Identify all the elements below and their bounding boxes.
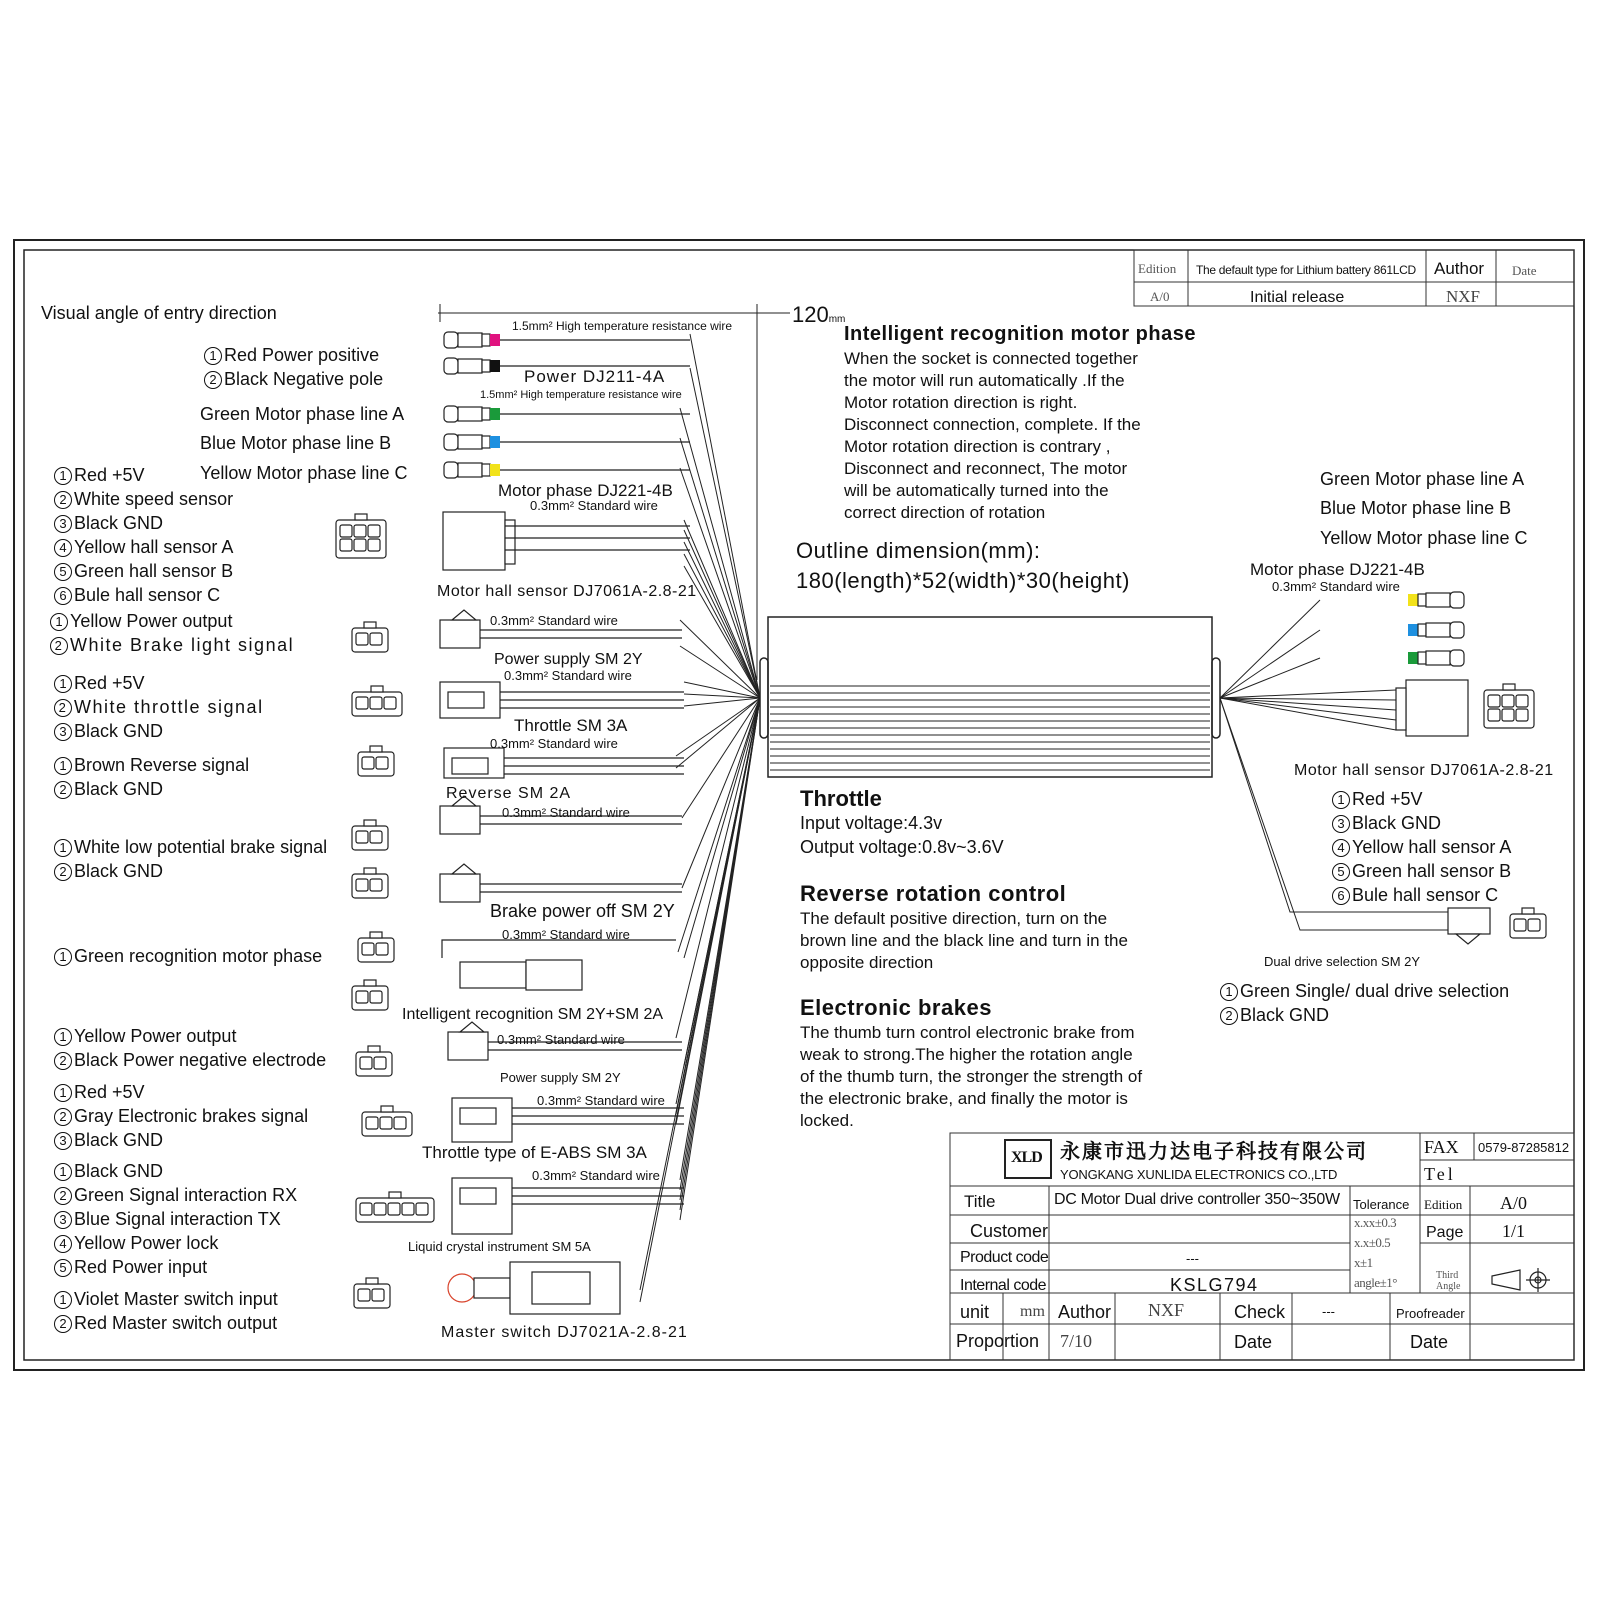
outline-value: 180(length)*52(width)*30(height) — [796, 568, 1130, 593]
company-name-cn: 永康市迅力达电子科技有限公司 — [1060, 1141, 1368, 1163]
eabs-pin-1: 1 Red +5V — [54, 1083, 145, 1102]
right-phase-c: Yellow Motor phase line C — [1320, 528, 1528, 548]
recognition-line-7: will be automatically turned into the — [844, 481, 1109, 500]
hall-pin-3: 3 Black GND — [54, 514, 163, 533]
hall-pin-5: 5 Green hall sensor B — [54, 562, 233, 581]
recognition-plug — [442, 940, 676, 990]
wire — [684, 542, 760, 698]
wire — [678, 698, 760, 952]
throttle-output: Output voltage:0.8v~3.6V — [800, 837, 1004, 857]
power-pin-2: 2 Black Negative pole — [204, 370, 383, 389]
master-pinout-icon — [354, 1278, 390, 1308]
heatsink-fins — [770, 686, 1210, 770]
psu-pin-2: 2 White Brake light signal — [50, 636, 294, 655]
customer-label: Customer — [970, 1221, 1049, 1241]
recognition-line-5: Motor rotation direction is contrary , — [844, 437, 1111, 456]
company-logo: XLD — [1011, 1149, 1042, 1166]
third-angle-label: Third Angle — [1436, 1270, 1461, 1292]
outline-title: Outline dimension(mm): — [796, 538, 1041, 563]
phase-b-plug — [444, 434, 690, 450]
reverse-pin-1: 1 Brown Reverse signal — [54, 756, 249, 775]
brakes-line-3: of the thumb turn, the stronger the strength of — [800, 1067, 1143, 1086]
power-positive-plug — [444, 332, 690, 348]
lcd-pin-4: 4 Yellow Power lock — [54, 1234, 218, 1253]
reverse-connector-label: Reverse SM 2A — [446, 785, 572, 802]
tel-label: Tel — [1424, 1164, 1456, 1184]
wire — [680, 408, 760, 698]
hall-pin-6: 6 Bule hall sensor C — [54, 586, 220, 605]
dual-drive-plug — [1448, 908, 1490, 944]
right-wire-spec: 0.3mm² Standard wire — [1272, 579, 1400, 594]
company-name-en: YONGKANG XUNLIDA ELECTRONICS CO.,LTD — [1060, 1167, 1338, 1182]
wire — [676, 698, 760, 1038]
master-switch — [448, 1262, 620, 1314]
rev-date-label: Date — [1512, 263, 1537, 278]
brake-pinout-icon-1 — [352, 820, 388, 850]
eabs-pinout-icon — [362, 1106, 412, 1136]
brakes-line-4: the electronic brake, and finally the motor is — [800, 1089, 1128, 1108]
date-label: Date — [1234, 1332, 1273, 1352]
psu-pin-1: 1 Yellow Power output — [50, 612, 232, 631]
hall-pin-4: 4 Yellow hall sensor A — [54, 538, 233, 557]
brakes-line-1: The thumb turn control electronic brake from — [800, 1023, 1135, 1042]
right-hall-pin-3: 4 Yellow hall sensor A — [1332, 838, 1511, 857]
lcd-pinout-icon — [356, 1192, 434, 1222]
left-phase-c: Yellow Motor phase line C — [200, 463, 408, 483]
rev-author-label: Author — [1434, 259, 1485, 278]
psu-connector-label: Power supply SM 2Y — [494, 651, 643, 668]
recognition-pinout-icon-2 — [352, 980, 388, 1010]
proportion-value: 7/10 — [1060, 1331, 1093, 1351]
tolerance-4: angle±1° — [1354, 1275, 1397, 1290]
right-hall-pin-1: 1 Red +5V — [1332, 790, 1423, 809]
author-label: Author — [1058, 1302, 1112, 1322]
check-label: Check — [1234, 1302, 1286, 1322]
lcd-pin-1: 1 Black GND — [54, 1162, 163, 1181]
dual-pin-2: 2 Black GND — [1220, 1006, 1329, 1025]
throttle-pinout-icon — [352, 686, 402, 716]
reverse-line-3: opposite direction — [800, 953, 934, 972]
wire — [1220, 698, 1396, 720]
hall-pinout-icon — [336, 514, 386, 558]
right-hall-pin-4: 5 Green hall sensor B — [1332, 862, 1511, 881]
master-pin-1: 1 Violet Master switch input — [54, 1290, 278, 1309]
recognition-pin-1: 1 Green recognition motor phase — [54, 947, 322, 966]
controller-body — [760, 617, 1220, 777]
title-label: Title — [964, 1192, 996, 1211]
wire — [680, 698, 760, 1220]
left-connectors — [440, 332, 690, 1314]
lcd-pin-2: 2 Green Signal interaction RX — [54, 1186, 297, 1205]
right-hall-connector — [1396, 680, 1468, 736]
dim-unit: mm — [828, 314, 846, 325]
master-connector-label: Master switch DJ7021A-2.8-21 — [441, 1324, 688, 1341]
wire — [640, 698, 760, 1302]
unit-label: unit — [960, 1302, 990, 1322]
throttle-pin-3: 3 Black GND — [54, 722, 163, 741]
author-value: NXF — [1148, 1300, 1185, 1320]
wire-spec-reverse: 0.3mm² Standard wire — [490, 736, 618, 751]
brake-pin-1: 1 White low potential brake signal — [54, 838, 327, 857]
lcd-plug — [452, 1178, 684, 1234]
psu2-pin-1: 1 Yellow Power output — [54, 1027, 236, 1046]
recognition-title: Intelligent recognition motor phase — [844, 323, 1196, 345]
phase-c-plug — [444, 462, 690, 478]
wire-spec-hall: 0.3mm² Standard wire — [530, 498, 658, 513]
right-hall-pinout-icon — [1484, 684, 1534, 728]
hall-connector — [443, 512, 690, 570]
psu2-connector-label: Power supply SM 2Y — [500, 1070, 621, 1085]
lcd-connector-label: Liquid crystal instrument SM 5A — [408, 1239, 591, 1254]
recognition-pinout-icon-1 — [358, 932, 394, 962]
dual-pin-1: 1 Green Single/ dual drive selection — [1220, 982, 1509, 1001]
brake-connector-label: Brake power off SM 2Y — [490, 901, 675, 921]
master-pin-2: 2 Red Master switch output — [54, 1314, 277, 1333]
dimension-120-label — [792, 304, 845, 326]
wire-bundle-left — [640, 334, 760, 1302]
wire-spec-recognition: 0.3mm² Standard wire — [502, 927, 630, 942]
edition-value: A/0 — [1500, 1193, 1527, 1213]
brake-pin-2: 2 Black GND — [54, 862, 163, 881]
left-phase-b: Blue Motor phase line B — [200, 433, 392, 453]
throttle-title: Throttle — [800, 786, 882, 811]
hall-connector-label: Motor hall sensor DJ7061A-2.8-21 — [437, 583, 697, 600]
brake-pinout-icon-2 — [352, 868, 388, 898]
reverse-line-1: The default positive direction, turn on the — [800, 909, 1108, 928]
eabs-pin-2: 2 Gray Electronic brakes signal — [54, 1107, 308, 1126]
recognition-line-8: correct direction of rotation — [844, 503, 1046, 522]
right-hall-label: Motor hall sensor DJ7061A-2.8-21 — [1294, 762, 1554, 779]
psu2-pin-2: 2 Black Power negative electrode — [54, 1051, 326, 1070]
wire — [1220, 690, 1396, 698]
revision-table — [1134, 250, 1574, 306]
wire-spec-brake: 0.3mm² Standard wire — [502, 805, 630, 820]
internal-code-label: Internal code — [960, 1277, 1047, 1294]
page-value: 1/1 — [1502, 1221, 1526, 1241]
third-angle-symbol — [1492, 1268, 1550, 1292]
tolerance-label: Tolerance — [1353, 1197, 1410, 1212]
reverse-pin-2: 2 Black GND — [54, 780, 163, 799]
lcd-pin-3: 3 Blue Signal interaction TX — [54, 1210, 281, 1229]
tolerance-2: x.x±0.5 — [1354, 1235, 1391, 1250]
tolerance-1: x.xx±0.3 — [1354, 1215, 1397, 1230]
product-code-label: Product code — [960, 1249, 1049, 1266]
visual-angle-label: Visual angle of entry direction — [41, 303, 277, 323]
rev-edition-label: Edition — [1138, 261, 1177, 276]
recognition-line-3: Motor rotation direction is right. — [844, 393, 1078, 412]
power-pin-1: 1 Red Power positive — [204, 346, 379, 365]
reverse-pinout-icon — [358, 746, 394, 776]
lcd-pin-5: 5 Red Power input — [54, 1258, 207, 1277]
title-value: DC Motor Dual drive controller 350~350W — [1054, 1191, 1340, 1208]
throttle-pin-1: 1 Red +5V — [54, 674, 145, 693]
wire-spec-power: 1.5mm² High temperature resistance wire — [512, 319, 733, 333]
fax-label: FAX — [1424, 1137, 1459, 1157]
phase-a-plug — [444, 406, 690, 422]
right-phase-c-plug — [1408, 592, 1464, 608]
tolerance-3: x±1 — [1354, 1255, 1373, 1270]
left-phase-a: Green Motor phase line A — [200, 404, 405, 424]
wire-spec-psu: 0.3mm² Standard wire — [490, 613, 618, 628]
brake-plug-2 — [440, 864, 682, 902]
internal-code-value: KSLG794 — [1170, 1275, 1259, 1295]
throttle-connector-label: Throttle SM 3A — [514, 716, 628, 735]
date-label-2: Date — [1410, 1332, 1449, 1352]
recognition-line-4: Disconnect connection, complete. If the — [844, 415, 1141, 434]
edition-label: Edition — [1424, 1197, 1463, 1212]
rev-description: The default type for Lithium battery 861LCD — [1196, 263, 1416, 277]
wire — [1220, 600, 1320, 698]
wire — [684, 520, 760, 698]
dual-pinout-icon — [1510, 908, 1546, 938]
right-motor-phase-label: Motor phase DJ221-4B — [1250, 560, 1425, 579]
brakes-line-2: weak to strong.The higher the rotation angle — [800, 1045, 1133, 1064]
throttle-pin-2: 2 White throttle signal — [54, 698, 264, 717]
rev-author-value: NXF — [1446, 287, 1481, 306]
dual-connector-label: Dual drive selection SM 2Y — [1264, 954, 1421, 969]
eabs-connector-label: Throttle type of E-ABS SM 3A — [422, 1143, 647, 1162]
page-label: Page — [1426, 1224, 1464, 1241]
rev-edition-value: A/0 — [1150, 289, 1170, 304]
right-phase-b-plug — [1408, 622, 1464, 638]
recognition-line-2: the motor will run automatically .If the — [844, 371, 1125, 390]
brakes-line-5: locked. — [800, 1111, 854, 1130]
throttle-input: Input voltage:4.3v — [800, 813, 943, 833]
right-phase-a: Green Motor phase line A — [1320, 469, 1525, 489]
wire-spec-eabs: 0.3mm² Standard wire — [537, 1093, 665, 1108]
right-phase-a-plug — [1408, 650, 1464, 666]
psu2-pinout-icon — [356, 1046, 392, 1076]
wire — [682, 698, 760, 888]
wire-spec-phase: 1.5mm² High temperature resistance wire — [480, 389, 682, 401]
recognition-connector-label: Intelligent recognition SM 2Y+SM 2A — [402, 1006, 664, 1023]
rev-description-value: Initial release — [1250, 289, 1345, 306]
hall-pin-1: 1 Red +5V — [54, 466, 145, 485]
hall-pin-2: 2 White speed sensor — [54, 490, 233, 509]
right-hall-pin-5: 6 Bule hall sensor C — [1332, 886, 1498, 905]
reverse-line-2: brown line and the black line and turn in the — [800, 931, 1128, 950]
right-hall-pin-2: 3 Black GND — [1332, 814, 1441, 833]
wire-spec-psu2: 0.3mm² Standard wire — [497, 1032, 625, 1047]
right-phase-b: Blue Motor phase line B — [1320, 498, 1512, 518]
motor-phase-connector-label: Motor phase DJ221-4B — [498, 481, 673, 500]
product-code-value: --- — [1186, 1251, 1199, 1266]
unit-value: mm — [1020, 1303, 1045, 1320]
wire — [690, 334, 760, 698]
dim-value: 120 — [792, 302, 829, 327]
wire-spec-lcd: 0.3mm² Standard wire — [532, 1168, 660, 1183]
brakes-title: Electronic brakes — [800, 995, 992, 1020]
proofreader-label: Proofreader — [1396, 1306, 1465, 1321]
reverse-title: Reverse rotation control — [800, 881, 1067, 906]
wire — [1220, 698, 1396, 730]
psu-pinout-icon — [352, 622, 388, 652]
check-value: --- — [1322, 1304, 1335, 1319]
fax-value: 0579-87285812 — [1478, 1140, 1570, 1155]
reverse-plug — [444, 748, 684, 778]
proportion-label: Proportion — [956, 1331, 1040, 1351]
recognition-line-1: When the socket is connected together — [844, 349, 1138, 368]
wire — [684, 698, 760, 706]
wire — [684, 698, 760, 958]
recognition-line-6: Disconnect and reconnect, The motor — [844, 459, 1128, 478]
power-connector-label: Power DJ211-4A — [524, 367, 666, 386]
eabs-pin-3: 3 Black GND — [54, 1131, 163, 1150]
throttle-plug — [440, 682, 684, 718]
wire — [690, 368, 760, 698]
wire-spec-throttle: 0.3mm² Standard wire — [504, 668, 632, 683]
